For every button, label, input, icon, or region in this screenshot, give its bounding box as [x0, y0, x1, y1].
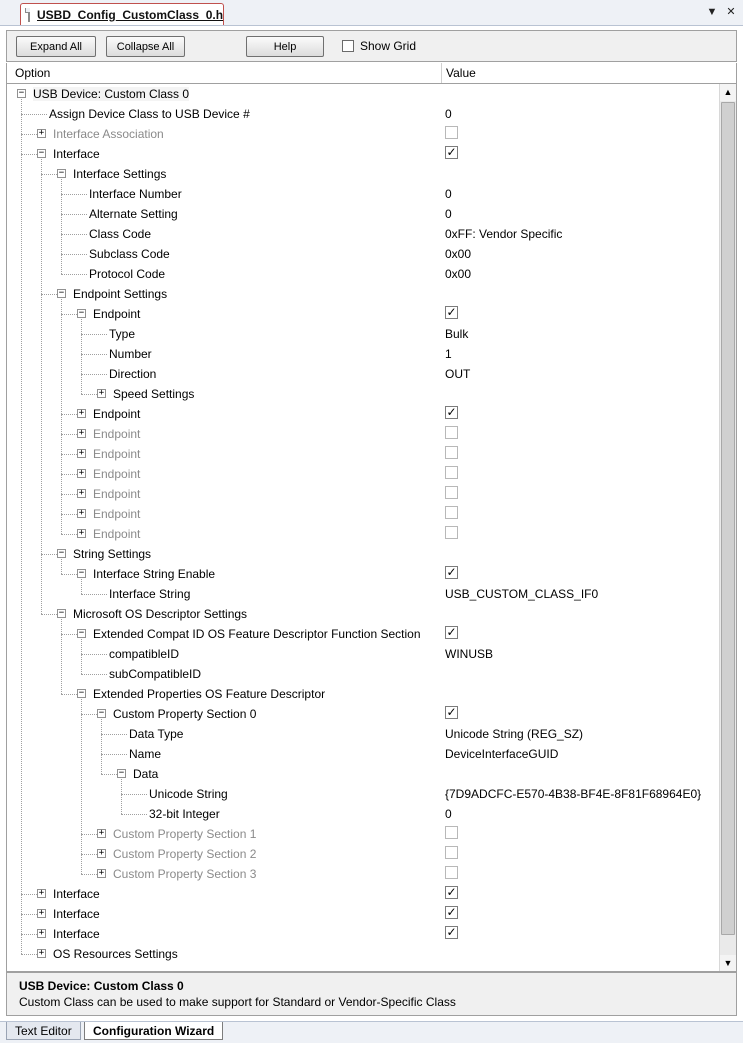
collapse-icon[interactable]: − [58, 608, 65, 618]
tree-row[interactable] [7, 464, 719, 484]
checked-checkbox[interactable]: ✓ [446, 885, 457, 899]
tab-configuration-wizard[interactable]: Configuration Wizard [84, 1022, 223, 1040]
value-column-header[interactable]: Value [446, 66, 476, 80]
tree-item-value[interactable]: DeviceInterfaceGUID [445, 747, 559, 761]
checked-checkbox[interactable]: ✓ [446, 405, 457, 419]
help-button[interactable]: Help [246, 36, 324, 57]
tree-connector [81, 854, 97, 855]
collapse-icon[interactable]: − [78, 688, 85, 698]
tree-connector [81, 374, 107, 375]
tree-connector [61, 179, 62, 274]
tree-row[interactable] [7, 304, 719, 324]
tree-item-label[interactable]: Endpoint [93, 407, 141, 421]
tree-item-label[interactable]: Interface String [109, 587, 191, 601]
tree-row[interactable] [7, 644, 719, 664]
tree-row[interactable] [7, 344, 719, 364]
expand-icon[interactable]: + [78, 448, 85, 458]
tree-item-value[interactable]: USB_CUSTOM_CLASS_IF0 [445, 587, 599, 601]
tree-row[interactable] [7, 404, 719, 424]
description-title: USB Device: Custom Class 0 [19, 979, 184, 993]
unchecked-checkbox[interactable] [445, 526, 458, 539]
tree-item-label[interactable]: 32-bit Integer [149, 807, 220, 821]
tree-connector [81, 394, 97, 395]
tree-item-label[interactable]: String Settings [73, 547, 152, 561]
tree-connector [61, 514, 77, 515]
tree-row[interactable] [7, 184, 719, 204]
tree-item-label[interactable]: compatibleID [109, 647, 180, 661]
tree-connector [21, 154, 37, 155]
tree-item-label[interactable]: Endpoint [93, 427, 141, 441]
tree-connector [101, 719, 102, 774]
tree-item-label[interactable]: Number [109, 347, 152, 361]
tree-row[interactable] [7, 724, 719, 744]
tree-connector [81, 699, 82, 874]
tree-row[interactable] [7, 264, 719, 284]
tree-row[interactable] [7, 364, 719, 384]
tree-row[interactable] [7, 604, 719, 624]
tree-item-label[interactable]: Assign Device Class to USB Device # [49, 107, 250, 121]
tree-item-value[interactable]: 0 [445, 107, 452, 121]
tree-item-label[interactable]: Interface Settings [73, 167, 167, 181]
tree-item-label[interactable]: Type [109, 327, 136, 341]
tree-item-label[interactable]: Endpoint [93, 507, 141, 521]
tree-item-label[interactable]: Endpoint [93, 447, 141, 461]
tree-connector [61, 694, 77, 695]
configuration-tree [7, 84, 719, 972]
checked-checkbox[interactable]: ✓ [446, 705, 457, 719]
tree-item-label[interactable]: Interface [53, 147, 100, 161]
tree-row[interactable] [7, 664, 719, 684]
tree-row[interactable] [7, 864, 719, 884]
expand-icon[interactable]: + [38, 928, 45, 938]
tree-item-label[interactable]: Extended Properties OS Feature Descriptor [93, 687, 326, 701]
tree-connector [41, 159, 42, 614]
expand-icon[interactable]: + [98, 868, 105, 878]
tree-connector [21, 934, 37, 935]
unchecked-checkbox[interactable] [445, 506, 458, 519]
tree-item-value[interactable]: Unicode String (REG_SZ) [445, 727, 584, 741]
expand-icon[interactable]: + [78, 408, 85, 418]
editor-tab-bar [0, 0, 743, 26]
collapse-icon[interactable]: − [58, 288, 65, 298]
tree-row[interactable] [7, 684, 719, 704]
tree-row[interactable] [7, 884, 719, 904]
tree-row[interactable] [7, 284, 719, 304]
tree-item-value[interactable]: 0 [445, 207, 452, 221]
tree-connector [81, 654, 107, 655]
scroll-down-icon[interactable]: ▼ [720, 955, 736, 972]
configuration-tree-panel [6, 84, 737, 972]
tree-row[interactable] [7, 784, 719, 804]
description-panel [6, 972, 737, 1016]
unchecked-checkbox[interactable] [445, 446, 458, 459]
tree-connector [121, 814, 147, 815]
tree-connector [61, 274, 87, 275]
tree-connector [21, 114, 47, 115]
tree-item-value[interactable]: 0 [445, 807, 452, 821]
tree-item-value[interactable]: Bulk [445, 327, 469, 341]
tree-connector [101, 754, 127, 755]
tree-item-value[interactable]: 0x00 [445, 267, 472, 281]
tree-item-label[interactable]: Interface [53, 927, 100, 941]
scrollbar-thumb[interactable] [721, 102, 735, 935]
expand-icon[interactable]: + [98, 848, 105, 858]
tree-row[interactable] [7, 804, 719, 824]
tree-item-label[interactable]: Direction [109, 367, 157, 381]
checked-checkbox[interactable]: ✓ [446, 305, 457, 319]
tree-item-label[interactable]: Interface [53, 907, 100, 921]
view-tab-bar [0, 1021, 743, 1043]
tree-connector [81, 874, 97, 875]
tree-connector [81, 639, 82, 674]
expand-icon[interactable]: + [78, 468, 85, 478]
tree-item-label[interactable]: Name [129, 747, 162, 761]
unchecked-checkbox[interactable] [445, 846, 458, 859]
tree-item-label[interactable]: Custom Property Section 2 [113, 847, 257, 861]
expand-icon[interactable]: + [38, 908, 45, 918]
tree-item-label[interactable]: subCompatibleID [109, 667, 202, 681]
tree-item-label[interactable]: Data Type [129, 727, 184, 741]
checked-checkbox[interactable]: ✓ [446, 565, 457, 579]
tree-connector [61, 454, 77, 455]
expand-icon[interactable]: + [78, 528, 85, 538]
expand-icon[interactable]: + [78, 508, 85, 518]
tree-row[interactable] [7, 524, 719, 544]
tree-row[interactable] [7, 584, 719, 604]
tree-connector [81, 834, 97, 835]
collapse-icon[interactable]: − [118, 768, 125, 778]
tree-item-value[interactable]: 0xFF: Vendor Specific [445, 227, 563, 241]
tree-item-label[interactable]: Interface String Enable [93, 567, 216, 581]
expand-all-button[interactable]: Expand All [16, 36, 96, 57]
tree-connector [81, 674, 107, 675]
tree-connector [61, 494, 77, 495]
show-grid-toggle[interactable] [342, 39, 416, 53]
expand-icon[interactable]: + [98, 828, 105, 838]
tree-item-label[interactable]: Protocol Code [89, 267, 166, 281]
tree-connector [61, 474, 77, 475]
collapse-icon[interactable]: − [78, 308, 85, 318]
tree-item-label[interactable]: Alternate Setting [89, 207, 178, 221]
tree-connector [41, 174, 57, 175]
tree-item-label[interactable]: Speed Settings [113, 387, 195, 401]
tree-connector [81, 594, 107, 595]
expand-icon[interactable]: + [38, 128, 45, 138]
tree-row[interactable] [7, 904, 719, 924]
tree-item-value[interactable]: 1 [445, 347, 452, 361]
unchecked-checkbox[interactable] [445, 426, 458, 439]
tree-connector [41, 554, 57, 555]
file-tab-label: USBD_Config_CustomClass_0.h [37, 7, 224, 22]
vertical-scrollbar[interactable] [719, 84, 736, 972]
tree-connector [21, 894, 37, 895]
tree-row[interactable] [7, 164, 719, 184]
unchecked-checkbox[interactable] [445, 826, 458, 839]
tree-row[interactable] [7, 204, 719, 224]
tree-connector [81, 714, 97, 715]
tree-item-label[interactable]: Endpoint [93, 527, 141, 541]
tree-item-label[interactable]: Endpoint [93, 467, 141, 481]
tree-item-label[interactable]: Custom Property Section 0 [113, 707, 257, 721]
unchecked-checkbox[interactable] [445, 866, 458, 879]
tree-connector [21, 134, 37, 135]
tree-connector [61, 314, 77, 315]
tree-row[interactable] [7, 324, 719, 344]
column-header [6, 63, 737, 84]
tree-connector [81, 579, 82, 594]
tree-connector [61, 194, 87, 195]
tree-row[interactable] [7, 764, 719, 784]
tree-connector [61, 434, 77, 435]
tree-row[interactable] [7, 504, 719, 524]
tree-row[interactable] [7, 424, 719, 444]
collapse-icon[interactable]: − [58, 168, 65, 178]
document-icon [28, 8, 30, 22]
checked-checkbox[interactable]: ✓ [446, 925, 457, 939]
expand-icon[interactable]: + [38, 888, 45, 898]
expand-icon[interactable]: + [38, 948, 45, 958]
column-divider[interactable] [441, 63, 442, 83]
tree-row[interactable] [7, 144, 719, 164]
tree-connector [101, 774, 117, 775]
tree-row[interactable] [7, 744, 719, 764]
tree-item-value[interactable]: 0x00 [445, 247, 472, 261]
tree-connector [61, 254, 87, 255]
tree-row[interactable] [7, 444, 719, 464]
tree-row[interactable] [7, 944, 719, 964]
unchecked-checkbox[interactable] [445, 126, 458, 139]
tree-row[interactable] [7, 544, 719, 564]
tree-item-label[interactable]: USB Device: Custom Class 0 [33, 87, 190, 101]
tree-item-label[interactable]: Endpoint Settings [73, 287, 168, 301]
tree-connector [81, 334, 107, 335]
tree-item-label[interactable]: Custom Property Section 1 [113, 827, 257, 841]
tree-row[interactable] [7, 924, 719, 944]
expand-icon[interactable]: + [78, 428, 85, 438]
tree-row[interactable] [7, 124, 719, 144]
dropdown-arrow-icon[interactable]: ▼ [706, 6, 718, 18]
description-text: Custom Class can be used to make support for Standard or Vendor-Specific Class [19, 995, 456, 1009]
tree-item-label[interactable]: Interface [53, 887, 100, 901]
expand-icon[interactable]: + [78, 488, 85, 498]
tree-item-label[interactable]: Unicode String [149, 787, 228, 801]
tree-item-label[interactable]: Data [133, 767, 159, 781]
tree-connector [61, 534, 77, 535]
tree-connector [61, 559, 62, 574]
tree-connector [41, 294, 57, 295]
toolbar [6, 30, 737, 62]
tree-connector [81, 354, 107, 355]
checked-checkbox[interactable]: ✓ [446, 145, 457, 159]
tree-item-label[interactable]: Custom Property Section 3 [113, 867, 257, 881]
tree-row[interactable] [7, 244, 719, 264]
tree-connector [21, 954, 37, 955]
collapse-icon[interactable]: − [58, 548, 65, 558]
tree-connector [61, 619, 62, 694]
tree-item-value[interactable]: WINUSB [445, 647, 493, 661]
tree-row[interactable] [7, 104, 719, 124]
tree-item-label[interactable]: Class Code [89, 227, 152, 241]
tree-item-label[interactable]: OS Resources Settings [53, 947, 178, 961]
collapse-icon[interactable]: − [78, 628, 85, 638]
tree-connector [121, 794, 147, 795]
tree-item-label[interactable]: Microsoft OS Descriptor Settings [73, 607, 248, 621]
collapse-icon[interactable]: − [98, 708, 105, 718]
collapse-all-button[interactable]: Collapse All [106, 36, 185, 57]
scroll-up-icon[interactable]: ▲ [720, 84, 736, 101]
tree-connector [21, 914, 37, 915]
tree-connector [61, 299, 62, 534]
collapse-icon[interactable]: − [78, 568, 85, 578]
tree-connector [61, 234, 87, 235]
tree-connector [61, 214, 87, 215]
collapse-icon[interactable]: − [38, 148, 45, 158]
unchecked-checkbox[interactable] [445, 466, 458, 479]
tab-text-editor[interactable]: Text Editor [6, 1022, 81, 1040]
show-grid-checkbox[interactable] [342, 40, 354, 52]
tree-item-value[interactable]: {7D9ADCFC-E570-4B38-BF4E-8F81F68964E0} [445, 787, 702, 801]
tree-row[interactable] [7, 844, 719, 864]
tree-row[interactable] [7, 564, 719, 584]
tree-row[interactable] [7, 624, 719, 644]
tree-item-value[interactable]: OUT [445, 367, 471, 381]
tree-connector [121, 779, 122, 814]
collapse-icon[interactable]: − [18, 88, 25, 98]
tree-item-label[interactable]: Endpoint [93, 487, 141, 501]
tree-row[interactable] [7, 824, 719, 844]
tree-row[interactable] [7, 224, 719, 244]
tree-item-value[interactable]: 0 [445, 187, 452, 201]
close-icon[interactable]: ✕ [726, 6, 736, 18]
tree-item-label[interactable]: Subclass Code [89, 247, 170, 261]
tree-row[interactable] [7, 704, 719, 724]
tree-connector [81, 319, 82, 394]
tree-item-label[interactable]: Endpoint [93, 307, 141, 321]
checked-checkbox[interactable]: ✓ [446, 625, 457, 639]
tree-connector [61, 414, 77, 415]
tree-connector [21, 99, 22, 954]
tree-item-label[interactable]: Extended Compat ID OS Feature Descriptor Function Section [93, 627, 421, 641]
tree-item-label[interactable]: Interface Number [89, 187, 182, 201]
option-column-header[interactable]: Option [15, 66, 51, 80]
tree-connector [41, 614, 57, 615]
show-grid-label: Show Grid [360, 39, 417, 53]
tree-connector [101, 734, 127, 735]
tree-row[interactable] [7, 384, 719, 404]
unchecked-checkbox[interactable] [445, 486, 458, 499]
tree-row[interactable] [7, 484, 719, 504]
tree-item-label[interactable]: Interface Association [53, 127, 164, 141]
tree-connector [61, 574, 77, 575]
expand-icon[interactable]: + [98, 388, 105, 398]
tree-connector [61, 634, 77, 635]
tree-row[interactable] [7, 84, 719, 104]
file-tab[interactable] [20, 3, 224, 25]
checked-checkbox[interactable]: ✓ [446, 905, 457, 919]
